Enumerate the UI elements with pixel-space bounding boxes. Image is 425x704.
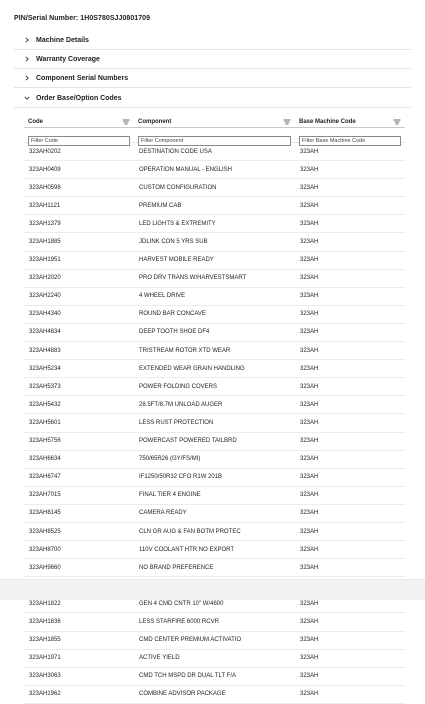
table-cell: COMBINE ADVISOR PACKAGE [139, 691, 226, 698]
column-label: Code [28, 118, 43, 125]
table-cell: 323AH4834 [29, 329, 61, 336]
table-cell: 4 WHEEL DRIVE [139, 293, 186, 300]
chevron-down-icon [24, 95, 32, 101]
table-row [24, 505, 405, 523]
accordion-section[interactable] [14, 89, 411, 108]
table-row [24, 650, 405, 668]
table-cell: CLN GR AUG & FAN BOTM PROTEC [139, 528, 241, 535]
table-cell: 323AH4883 [29, 347, 61, 354]
table-cell: 323AH [300, 347, 319, 354]
table-cell: OPERATION MANUAL - ENGLISH [139, 166, 233, 173]
table-row [24, 324, 405, 342]
table-row [24, 306, 405, 324]
table-cell: NO BRAND PREFERENCE [139, 564, 214, 571]
table-cell: 323AH8525 [29, 528, 61, 535]
table-cell: 323AH [300, 184, 319, 191]
table-cell: 110V COOLANT HTR NO EXPORT [139, 546, 235, 553]
bottom-bar [0, 579, 425, 600]
table-cell: 323AH9660 [29, 564, 61, 571]
table-row [24, 686, 405, 704]
table-cell: 323AH0202 [29, 148, 61, 155]
table-cell: 323AH [300, 220, 319, 227]
table-cell: CMD CENTER PREMIUM ACTIVATIO [139, 637, 242, 644]
table-row [24, 451, 405, 469]
table-row [24, 523, 405, 541]
filter-cell [24, 128, 134, 142]
table-cell: 323AH [300, 456, 319, 463]
table-cell: 323AH [300, 474, 319, 481]
table-cell: 323AH5373 [29, 383, 61, 390]
table-cell: 323AH7015 [29, 492, 61, 499]
table-cell: 323AH1836 [29, 618, 61, 625]
filter-row [24, 128, 405, 143]
table-cell: 323AH [300, 293, 319, 300]
table-cell: 323AH [300, 528, 319, 535]
table-row [24, 161, 405, 179]
table-row [24, 252, 405, 270]
table-cell: 323AH [300, 691, 319, 698]
sort-icon[interactable] [122, 119, 130, 125]
table-cell: 323AH [300, 600, 319, 607]
table-cell: 323AH [300, 239, 319, 246]
table-cell: 323AH1971 [29, 655, 61, 662]
table-cell: 323AH0409 [29, 166, 61, 173]
order-codes-table [24, 116, 405, 704]
table-cell: DESTINATION CODE USA [139, 148, 212, 155]
table-row [24, 215, 405, 233]
filter-cell [295, 128, 405, 142]
table-cell: 323AH [300, 546, 319, 553]
table-cell: 323AH5756 [29, 438, 61, 445]
table-cell: 323AH [300, 148, 319, 155]
column-header-base-machine-code[interactable] [295, 116, 405, 127]
table-cell: 323AH3063 [29, 673, 61, 680]
table-cell: 323AH8145 [29, 510, 61, 517]
table-cell: CAMERA READY [139, 510, 187, 517]
table-cell: 323AH1822 [29, 600, 61, 607]
column-header-component[interactable] [134, 116, 295, 127]
table-cell: 323AH [300, 329, 319, 336]
table-cell: 323AH6634 [29, 456, 61, 463]
filter-cell [134, 128, 295, 142]
table-cell: 323AH [300, 673, 319, 680]
chevron-right-icon [24, 75, 32, 81]
filter-component-input[interactable] [138, 136, 291, 146]
table-cell: 323AH [300, 166, 319, 173]
table-cell: 323AH [300, 510, 319, 517]
table-row [24, 469, 405, 487]
sort-icon[interactable] [393, 119, 401, 125]
accordion-section[interactable] [14, 50, 411, 69]
table-row [24, 396, 405, 414]
section-label: Machine Details [36, 36, 89, 44]
table-header [24, 116, 405, 128]
table-cell: 323AH5234 [29, 365, 61, 372]
table-cell: IF1250/50R32 CFO R1W 201B [139, 474, 223, 481]
table-cell: 323AH [300, 311, 319, 318]
table-cell: 323AH [300, 365, 319, 372]
table-row [24, 270, 405, 288]
section-label: Order Base/Option Codes [36, 94, 122, 102]
column-header-code[interactable] [24, 116, 134, 127]
table-row [24, 559, 405, 577]
table-cell: FINAL TIER 4 ENGINE [139, 492, 201, 499]
table-cell: 323AH1855 [29, 637, 61, 644]
table-cell: PREMIUM CAB [139, 202, 182, 209]
table-cell: POWERCAST POWERED TAILBRD [139, 438, 237, 445]
table-cell: 323AH1121 [29, 202, 61, 209]
table-cell: 323AH [300, 383, 319, 390]
table-cell: 323AH1962 [29, 691, 61, 698]
table-cell: 323AH2240 [29, 293, 61, 300]
table-cell: LED LIGHTS & EXTREMITY [139, 220, 216, 227]
sort-icon[interactable] [283, 119, 291, 125]
table-row [24, 541, 405, 559]
table-cell: GEN 4 CMD CNTR 10" W/4600 [139, 600, 224, 607]
table-cell: LESS STARFIRE 6000 RCVR [139, 618, 219, 625]
table-cell: 323AH [300, 419, 319, 426]
table-row [24, 414, 405, 432]
table-row [24, 360, 405, 378]
table-cell: 323AH [300, 401, 319, 408]
table-row [24, 632, 405, 650]
table-cell: HARVEST MOBILE READY [139, 257, 214, 264]
table-row [24, 613, 405, 631]
section-label: Component Serial Numbers [36, 74, 129, 82]
table-row [24, 179, 405, 197]
table-cell: 323AH0598 [29, 184, 61, 191]
table-row [24, 233, 405, 251]
table-cell: 323AH [300, 492, 319, 499]
filter-base-machine-code-input[interactable] [299, 136, 401, 146]
table-cell: POWER FOLDING COVERS [139, 383, 218, 390]
table-cell: 323AH [300, 202, 319, 209]
table-cell: 323AH [300, 618, 319, 625]
table-cell: 323AH5601 [29, 419, 61, 426]
table-row [24, 342, 405, 360]
table-cell: 750/65R26 (GY/FS/MI) [139, 456, 201, 463]
table-cell: 323AH1951 [29, 257, 61, 264]
chevron-right-icon [24, 37, 32, 43]
table-cell: 28.5FT/8.7M UNLOAD AUGER [139, 401, 223, 408]
table-row [24, 487, 405, 505]
table-cell: 323AH [300, 438, 319, 445]
table-cell: 323AH [300, 257, 319, 264]
accordion-section[interactable] [14, 31, 411, 50]
table-row [24, 378, 405, 396]
table-row [24, 288, 405, 306]
table-cell: JDLINK CON 5 YRS SUB [139, 239, 208, 246]
column-label: Base Machine Code [299, 118, 356, 125]
table-cell: 323AH5432 [29, 401, 61, 408]
table-cell: LESS RUST PROTECTION [139, 419, 214, 426]
section-label: Warranty Coverage [36, 55, 100, 63]
table-cell: 323AH [300, 637, 319, 644]
table-cell: EXTENDED WEAR GRAIN HANDLING [139, 365, 245, 372]
table-cell: 323AH [300, 275, 319, 282]
table-cell: 323AH1379 [29, 220, 61, 227]
table-cell: ROUND BAR CONCAVE [139, 311, 206, 318]
table-cell: 323AH4340 [29, 311, 61, 318]
table-row [24, 197, 405, 215]
filter-code-input[interactable] [28, 136, 130, 146]
pin-serial-number: PIN/Serial Number: 1H0S780SJJ0801709 [14, 15, 151, 22]
table-cell: 323AH [300, 564, 319, 571]
table-cell: 323AH8700 [29, 546, 61, 553]
table-cell: 323AH2020 [29, 275, 61, 282]
table-cell: 323AH1885 [29, 239, 61, 246]
table-cell: 323AH6747 [29, 474, 61, 481]
table-row [24, 433, 405, 451]
table-cell: CMD TCH MSPD DR DUAL TLT F/A [139, 673, 237, 680]
table-cell: 323AH [300, 655, 319, 662]
table-cell: CUSTOM CONFIGURATION [139, 184, 217, 191]
column-label: Component [138, 118, 172, 125]
table-cell: DEEP TOOTH SHOE DF4 [139, 329, 210, 336]
table-row [24, 668, 405, 686]
table-cell: ACTIVE YIELD [139, 655, 180, 662]
table-cell: PRO DRV TRANS W/HARVESTSMART [139, 275, 247, 282]
chevron-right-icon [24, 56, 32, 62]
table-body [24, 143, 405, 704]
table-cell: TRISTREAM ROTOR XTD WEAR [139, 347, 231, 354]
accordion-section[interactable] [14, 69, 411, 88]
